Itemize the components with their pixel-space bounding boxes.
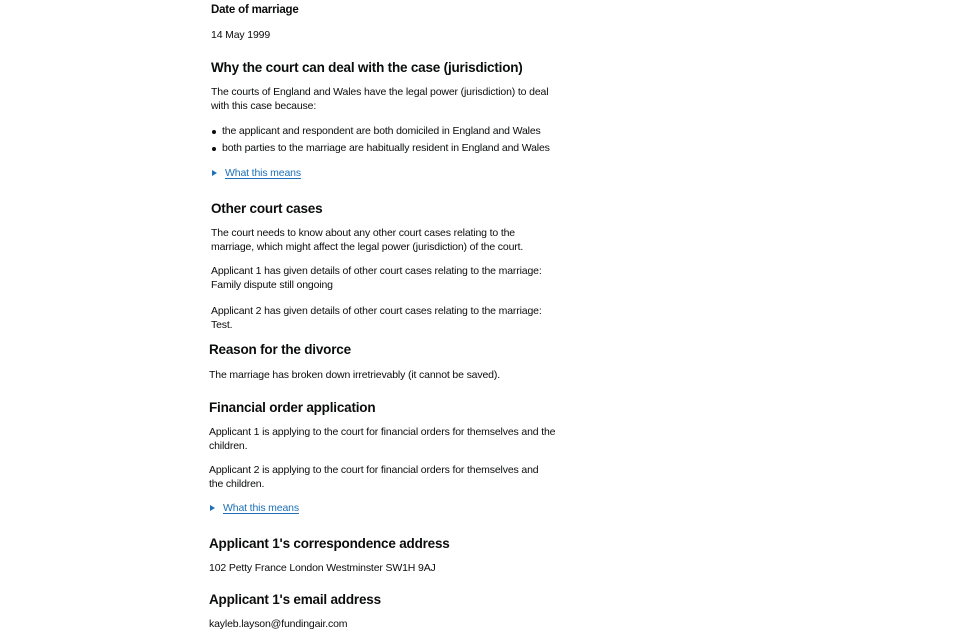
- correspondence-address-heading-wrap: [209, 536, 554, 551]
- jurisdiction-details-wrap: [211, 167, 556, 179]
- other-cases-applicant-1-line-2: Family dispute still ongoing: [211, 278, 333, 291]
- correspondence-address-value-wrap: [209, 562, 554, 576]
- marriage-date-value-wrap: [211, 29, 556, 43]
- other-cases-applicant-2-line-1: Applicant 2 has given details of other court cases relating to the marriage:: [211, 305, 542, 317]
- financial-order-applicant-1-line-1: Applicant 1 is applying to the court for financial orders for themselves and the: [209, 426, 556, 438]
- jurisdiction-intro: [211, 86, 556, 113]
- divorce-reason-text: The marriage has broken down irretrievably (it cannot be saved).: [209, 369, 500, 381]
- other-cases-applicant-2: [211, 305, 556, 332]
- other-cases-heading: Other court cases: [211, 201, 323, 216]
- divorce-reason-text-wrap: [209, 369, 554, 383]
- other-cases-intro-line-2: marriage, which might affect the legal power (jurisdiction) of the court.: [211, 240, 524, 253]
- financial-order-heading: Financial order application: [209, 400, 376, 415]
- financial-order-applicant-2-line-1: Applicant 2 is applying to the court for financial orders for themselves and: [209, 464, 539, 476]
- correspondence-address-heading: Applicant 1's correspondence address: [209, 536, 450, 551]
- jurisdiction-reason-2: both parties to the marriage are habitually resident in England and Wales: [222, 142, 550, 154]
- triangle-right-icon: [212, 170, 217, 176]
- marriage-date-label: Date of marriage: [211, 4, 299, 16]
- bullet-icon: [212, 130, 216, 134]
- list-item: [211, 142, 571, 155]
- financial-order-details-toggle[interactable]: [209, 502, 554, 514]
- financial-order-applicant-2: [209, 464, 554, 491]
- email-address-value: kayleb.layson@fundingair.com: [209, 618, 348, 630]
- financial-order-applicant-2-line-2: the children.: [209, 477, 265, 490]
- financial-order-applicant-1: [209, 426, 569, 453]
- other-cases-heading-wrap: [211, 201, 556, 216]
- marriage-date-value: 14 May 1999: [211, 29, 271, 41]
- other-cases-intro-line-1: The court needs to know about any other court cases relating to the: [211, 227, 515, 239]
- email-address-value-wrap: [209, 618, 554, 632]
- list-item: [211, 125, 571, 138]
- jurisdiction-intro-line-1: The courts of England and Wales have the legal power (jurisdiction) to deal: [211, 86, 549, 98]
- triangle-right-icon: [210, 505, 215, 511]
- jurisdiction-reason-1: the applicant and respondent are both domiciled in England and Wales: [222, 125, 541, 137]
- jurisdiction-heading: Why the court can deal with the case (jurisdiction): [211, 60, 523, 75]
- financial-order-applicant-1-line-2: children.: [209, 439, 248, 452]
- financial-order-details-wrap: [209, 502, 554, 514]
- jurisdiction-details-toggle[interactable]: [211, 167, 556, 179]
- financial-order-what-this-means-link[interactable]: What this means: [223, 502, 299, 514]
- email-address-heading-wrap: [209, 592, 554, 607]
- other-cases-intro: [211, 227, 556, 254]
- jurisdiction-reasons-list: [211, 125, 571, 155]
- other-cases-applicant-1: [211, 265, 556, 292]
- other-cases-applicant-1-line-1: Applicant 1 has given details of other court cases relating to the marriage:: [211, 265, 542, 277]
- other-cases-applicant-2-line-2: Test.: [211, 318, 233, 331]
- financial-order-heading-wrap: [209, 400, 554, 415]
- divorce-reason-heading-wrap: [209, 342, 554, 357]
- jurisdiction-what-this-means-link[interactable]: What this means: [225, 167, 301, 179]
- bullet-icon: [212, 147, 216, 151]
- correspondence-address-value: 102 Petty France London Westminster SW1H 9AJ: [209, 562, 436, 574]
- email-address-heading: Applicant 1's email address: [209, 592, 381, 607]
- jurisdiction-intro-line-2: with this case because:: [211, 99, 317, 112]
- jurisdiction-reasons: [211, 125, 571, 155]
- divorce-reason-heading: Reason for the divorce: [209, 342, 351, 357]
- marriage-date-section: [211, 4, 556, 16]
- jurisdiction-heading-wrap: [211, 60, 556, 75]
